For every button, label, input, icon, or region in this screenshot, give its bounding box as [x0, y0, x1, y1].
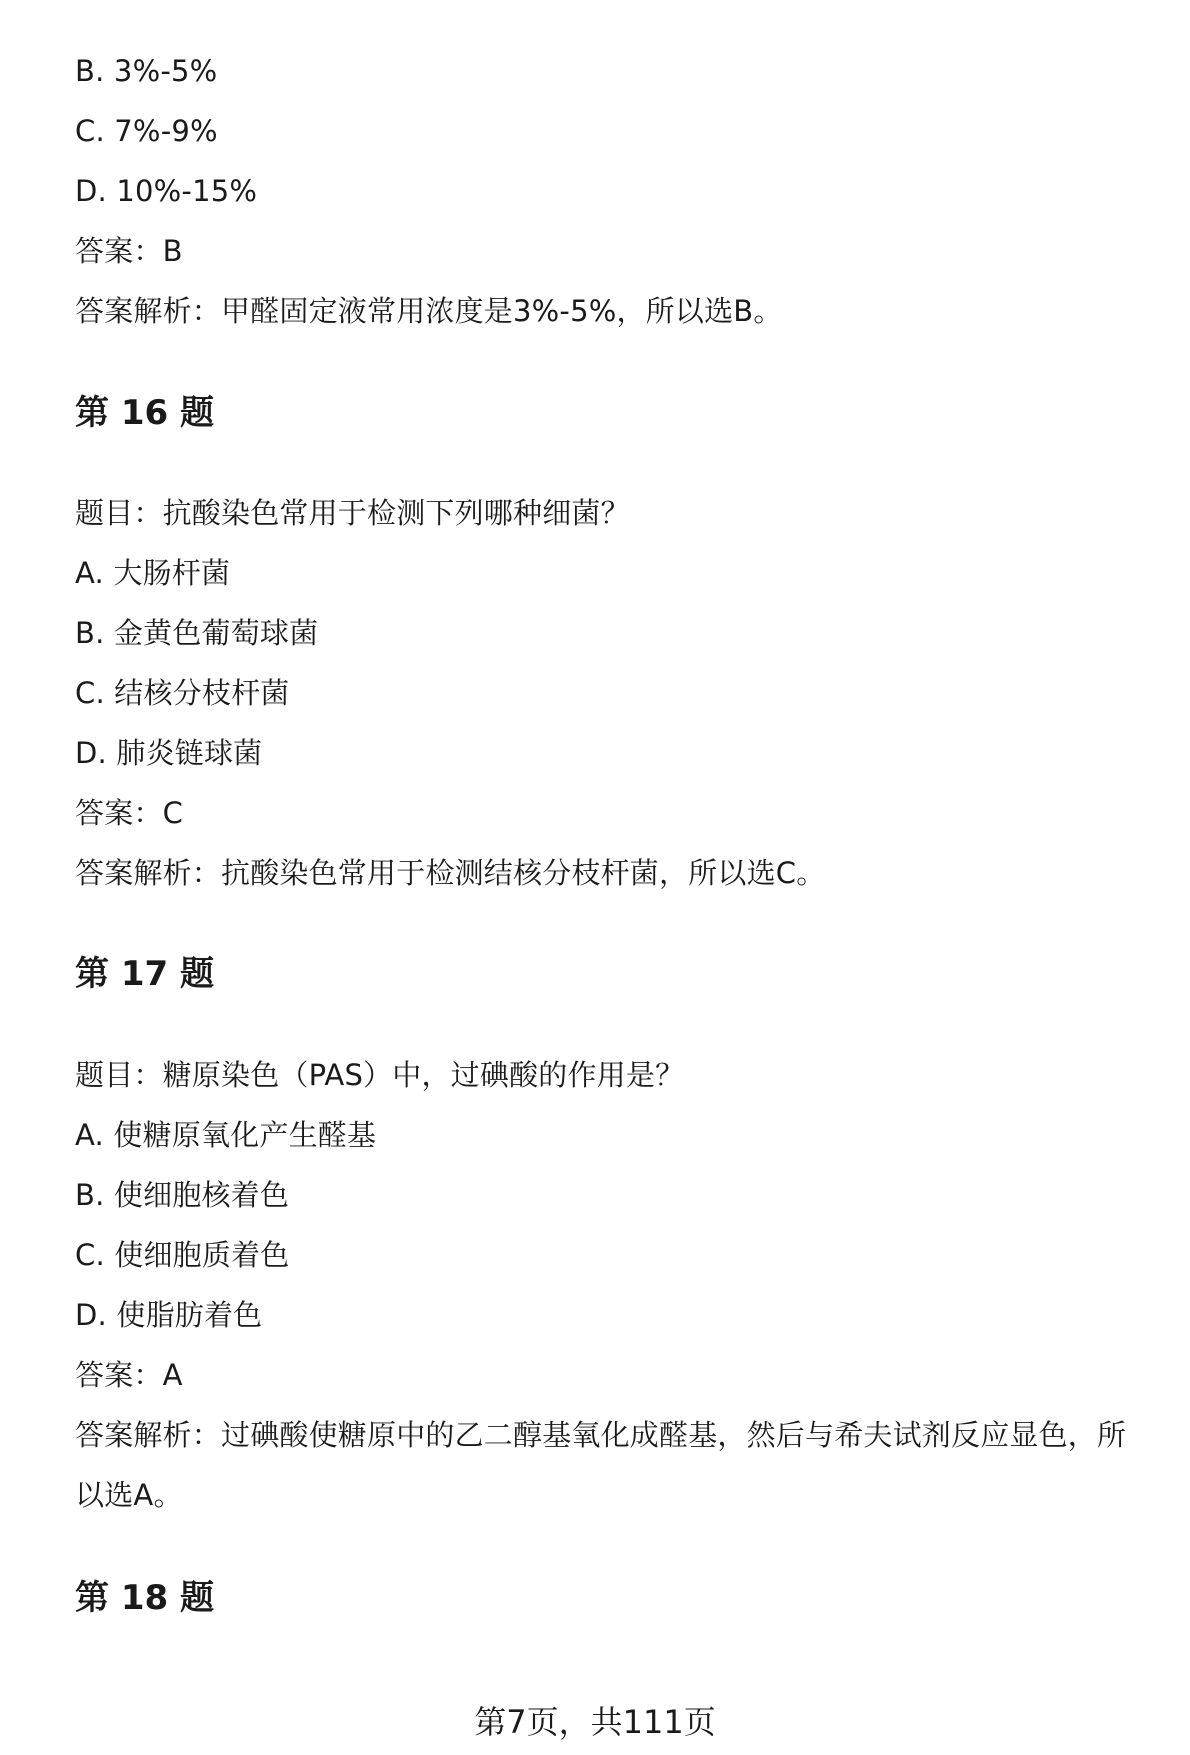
question-text-16: 题目：抗酸染色常用于检测下列哪种细菌？: [75, 496, 630, 530]
explanation-line: 答案解析：甲醛固定液常用浓度是3%-5%，所以选B。: [75, 294, 783, 328]
answer-line: 答案：A: [75, 1358, 183, 1392]
option-c: C. 7%-9%: [75, 114, 218, 148]
option-c: C. 使细胞质着色: [75, 1238, 290, 1272]
option-a: A. 大肠杆菌: [75, 556, 231, 590]
question-heading-17: 第 17 题: [75, 954, 214, 994]
option-d: D. 使脂肪着色: [75, 1298, 263, 1332]
question-heading-18: 第 18 题: [75, 1578, 214, 1618]
option-c: C. 结核分枝杆菌: [75, 676, 290, 710]
option-b: B. 金黄色葡萄球菌: [75, 616, 319, 650]
answer-line: 答案：C: [75, 796, 184, 830]
option-d: D. 10%-15%: [75, 174, 258, 208]
answer-line: 答案：B: [75, 234, 183, 268]
explanation-line: 答案解析：过碘酸使糖原中的乙二醇基氧化成醛基，然后与希夫试剂反应显色，所以选A。: [75, 1418, 1127, 1512]
option-b: B. 使细胞核着色: [75, 1178, 290, 1212]
explanation-line: 答案解析：抗酸染色常用于检测结核分枝杆菌，所以选C。: [75, 856, 826, 890]
question-text-17: 题目：糖原染色（PAS）中，过碘酸的作用是？: [75, 1058, 685, 1092]
option-b: B. 3%-5%: [75, 54, 218, 88]
page-number: 第7页，共111页: [474, 1703, 716, 1741]
option-a: A. 使糖原氧化产生醛基: [75, 1118, 377, 1152]
option-d: D. 肺炎链球菌: [75, 736, 263, 770]
question-heading-16: 第 16 题: [75, 393, 214, 433]
